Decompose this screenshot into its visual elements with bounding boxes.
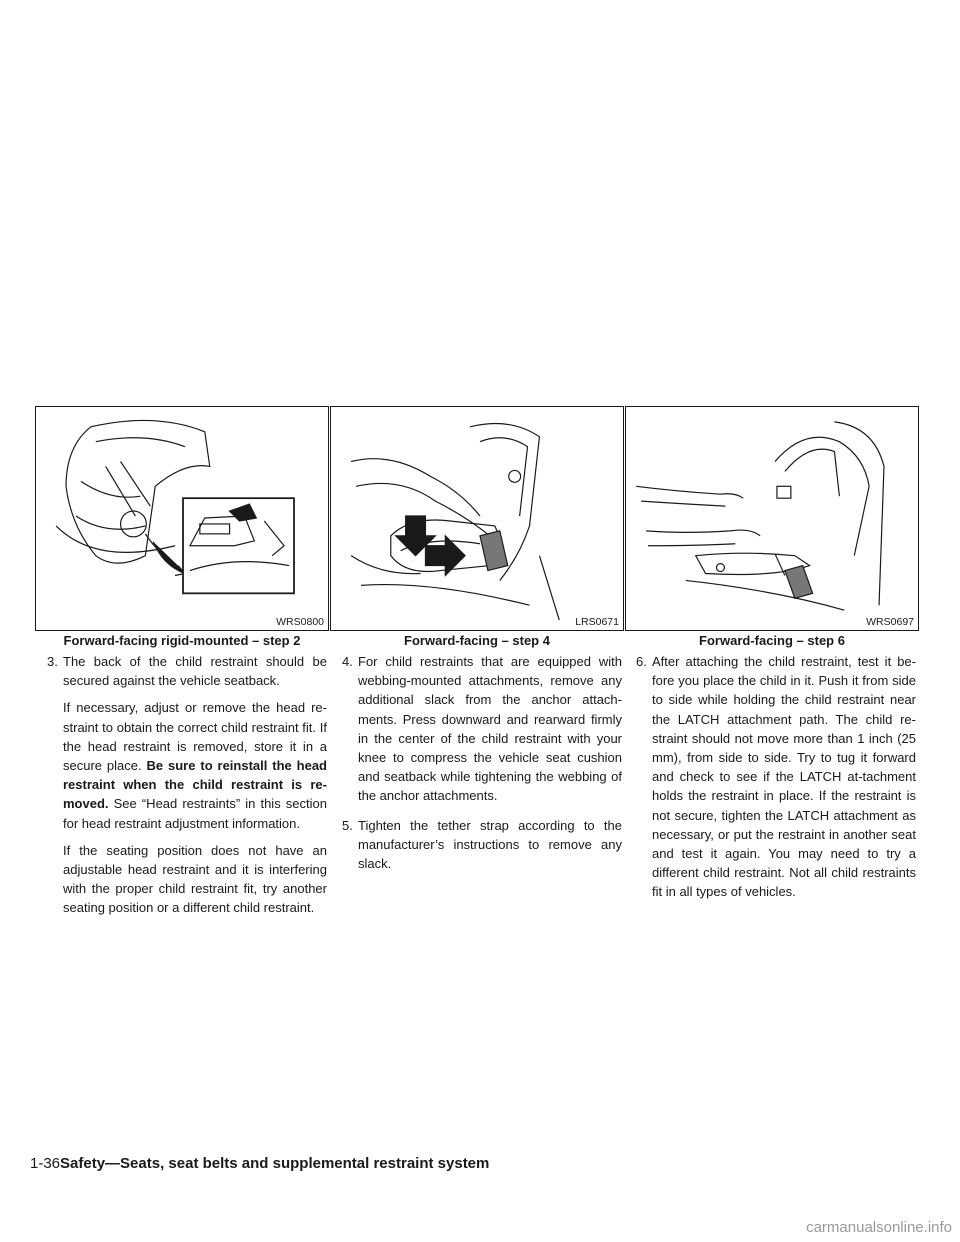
child-seat-illustration-2	[331, 407, 623, 630]
warning-bold-text: Be sure to reinstall the head restraint when the child restraint is re-moved.	[63, 758, 327, 812]
figure-code: LRS0671	[575, 616, 619, 628]
section-title: Safety—Seats, seat belts and supplemental restraint system	[60, 1155, 490, 1172]
watermark: carmanualsonline.info	[806, 1219, 952, 1236]
child-seat-illustration-3	[626, 407, 918, 630]
page-footer	[30, 1155, 489, 1172]
figure-caption: Forward-facing – step 6	[699, 633, 845, 648]
step-text: For child restraints that are equipped with webbing-mounted attachments, remove any additional slack from the anchor attach-ments. Press downward and rearward firmly in the center of the child restraint with your knee to compress the vehicle seat cushion and seatback while tightening the webbing of the anchor attachments.	[358, 654, 622, 804]
step-6	[636, 652, 916, 902]
figure-caption: Forward-facing rigid-mounted – step 2	[63, 633, 301, 648]
figure-forward-step4	[330, 406, 624, 631]
step-3	[47, 652, 327, 690]
step-number: 5.	[342, 817, 353, 833]
step-4	[342, 652, 622, 806]
paragraph-text: If necessary, adjust or remove the head re-straint to obtain the correct child restraint fit. If the head restraint is removed, store it in a secure place.	[63, 700, 327, 774]
step-text: Tighten the tether strap according to the manufacturer’s instructions to remove any slack.	[358, 817, 622, 872]
figure-forward-step6	[625, 406, 919, 631]
seating-position-paragraph: If the seating position does not have an adjustable head restraint and it is interfering with the proper child restraint fit, try another seating position or a different child restraint.	[63, 842, 327, 916]
head-restraint-paragraph	[63, 698, 327, 832]
figure-rigid-mounted-step2	[35, 406, 329, 631]
step-number: 4.	[342, 654, 353, 669]
child-seat-illustration-1	[36, 407, 328, 630]
figure-code: WRS0800	[276, 616, 324, 628]
figure-caption: Forward-facing – step 4	[404, 633, 550, 648]
step-5	[342, 816, 622, 874]
step-number: 6.	[636, 654, 647, 669]
step-text: After attaching the child restraint, test it be-fore you place the child in it. Push it from side to side while holding the child restraint near the LATCH attachment path. The child re-straint should not move more than 1 inch (25 mm), from side to side. Try to tug it forward and check to see if the LATCH at-tachment holds the restraint in place. If the restraint is not secure, tighten the LATCH attachment as necessary, or put the restraint in another seat and test it again. You may need to try a different child restraint. Not all child restraints fit in all types of vehicles.	[652, 654, 916, 900]
page-number: 1-36	[30, 1155, 61, 1172]
step-number: 3.	[47, 654, 58, 669]
text-column-1	[47, 652, 327, 918]
text-column-3	[636, 652, 916, 902]
figure-code: WRS0697	[866, 616, 914, 628]
step-text: The back of the child restraint should be secured against the vehicle seatback.	[63, 654, 327, 689]
paragraph-text: See “Head restraints” in this section for head restraint adjustment information.	[63, 796, 327, 831]
text-column-2	[342, 652, 622, 873]
